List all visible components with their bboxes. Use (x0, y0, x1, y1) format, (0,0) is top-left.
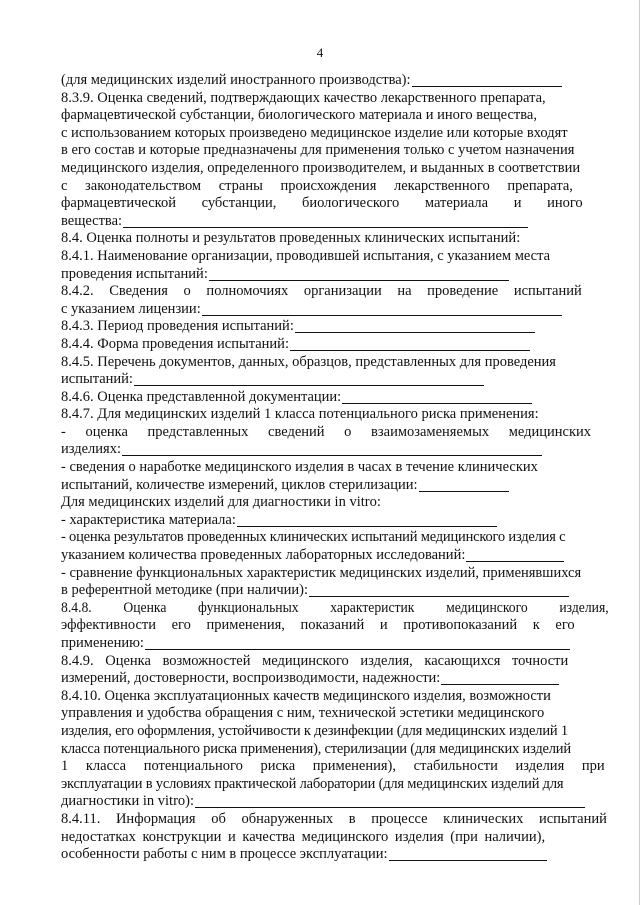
text-line: - оценка результатов проведенных клинических испытаний медицинского изделия с (61, 529, 566, 546)
fill-blank (290, 336, 530, 351)
fill-blank (342, 389, 532, 404)
fill-blank (209, 266, 509, 281)
text-line: 8.3.9. Оценка сведений, подтверждающих качество лекарственного препарата, (61, 89, 546, 106)
text-line: 8.4.1. Наименование организации, проводившей испытания, с указанием места (61, 247, 551, 264)
text-line: 8.4.9. Оценка возможностей медицинского изделия, касающихся точности (61, 652, 569, 669)
text-line: Для медицинских изделий для диагностики in vitro: (61, 494, 381, 511)
text-line: 1 класса потенциального риска применения), стабильности изделия при (61, 758, 605, 775)
text-line: в референтной методике (при наличии): (61, 582, 609, 600)
fill-blank (295, 318, 535, 333)
text-line: - сравнение функциональных характеристик медицинских изделий, применявшихся (61, 564, 582, 581)
text-line: эксплуатации в условиях практической лаборатории (для медицинских изделий для (61, 775, 564, 792)
page-number: 4 (316, 45, 324, 60)
text-line: - оценка представленных сведений о взаимозаменяемых медицинских (61, 423, 592, 440)
text-line: измерений, достоверности, воспроизводимости, надежности: (61, 670, 609, 688)
text-line: изделиях: (61, 441, 609, 459)
fill-blank (237, 512, 497, 527)
text-line: фармацевтической субстанции, биологического материала и иного (61, 195, 583, 212)
text-line: проведения испытаний: (61, 266, 609, 284)
text-line: с использованием которых произведено медицинское изделие или которые входят (61, 124, 568, 141)
text-line: с законодательством страны происхождения лекарственного препарата, (61, 177, 573, 194)
text-line: 8.4.4. Форма проведения испытаний: (61, 336, 609, 354)
text-line: испытаний, количестве измерений, циклов стерилизации: (61, 477, 609, 495)
fill-blank (134, 371, 484, 386)
text-line: (для медицинских изделий иностранного производства): (61, 72, 609, 90)
text-line: медицинского изделия, определенного производителем, и выданных в соответствии (61, 159, 581, 176)
text-line: 8.4.11. Информация об обнаруженных в процессе клинических испытаний (61, 810, 607, 827)
text-line: фармацевтической субстанции, биологического материала и иного вещества, (61, 107, 537, 124)
text-line: испытаний: (61, 371, 609, 389)
fill-blank (195, 793, 585, 808)
text-line: управления и удобства обращения с ним, технической эстетики медицинского (61, 705, 545, 722)
fill-blank (389, 846, 547, 861)
text-line: - сведения о наработке медицинского изделия в часах в течение клинических (61, 459, 538, 476)
text-line: 8.4.6. Оценка представленной документации: (61, 389, 609, 407)
text-line: недостатках конструкции и качества медицинского изделия (при наличии), (61, 828, 546, 845)
fill-blank (441, 670, 559, 685)
text-line: применению: (61, 635, 609, 653)
text-line: 8.4. Оценка полноты и результатов проведенных клинических испытаний: (61, 230, 521, 247)
text-line: 8.4.7. Для медицинских изделий 1 класса потенциального риска применения: (61, 406, 539, 423)
text-line: - характеристика материала: (61, 512, 609, 530)
text-line: класса потенциального риска применения), стерилизации (для медицинских изделий (61, 740, 571, 757)
fill-blank (202, 301, 562, 316)
fill-blank (309, 582, 569, 597)
text-line: с указанием лицензии: (61, 301, 609, 319)
fill-blank (123, 213, 528, 228)
fill-blank (145, 635, 570, 650)
text-line: в его состав и которые предназначены для применения только с учетом назначения (61, 142, 575, 159)
fill-blank (122, 441, 542, 456)
text-line: 8.4.2. Сведения о полномочиях организации на проведение испытаний (61, 283, 582, 300)
text-line: 8.4.5. Перечень документов, данных, образцов, представленных для проведения (61, 353, 556, 370)
text-line: 8.4.3. Период проведения испытаний: (61, 318, 609, 336)
text-line: 8.4.8. Оценка функциональных характеристик медицинского изделия, (61, 599, 609, 616)
text-line: эффективности его применения, показаний и противопоказаний к его (61, 617, 575, 634)
fill-blank (466, 547, 564, 562)
text-line: вещества: (61, 213, 609, 231)
text-line: изделия, его оформления, устойчивости к дезинфекции (для медицинских изделий 1 (61, 722, 568, 739)
text-line: диагностики in vitro): (61, 793, 609, 811)
text-line: указанием количества проведенных лабораторных исследований: (61, 547, 609, 565)
text-line: 8.4.10. Оценка эксплуатационных качеств медицинского изделия, возможности (61, 687, 551, 704)
fill-blank (419, 477, 509, 492)
fill-blank (412, 72, 562, 87)
document-body (61, 72, 609, 864)
text-line: особенности работы с ним в процессе эксплуатации: (61, 846, 609, 864)
